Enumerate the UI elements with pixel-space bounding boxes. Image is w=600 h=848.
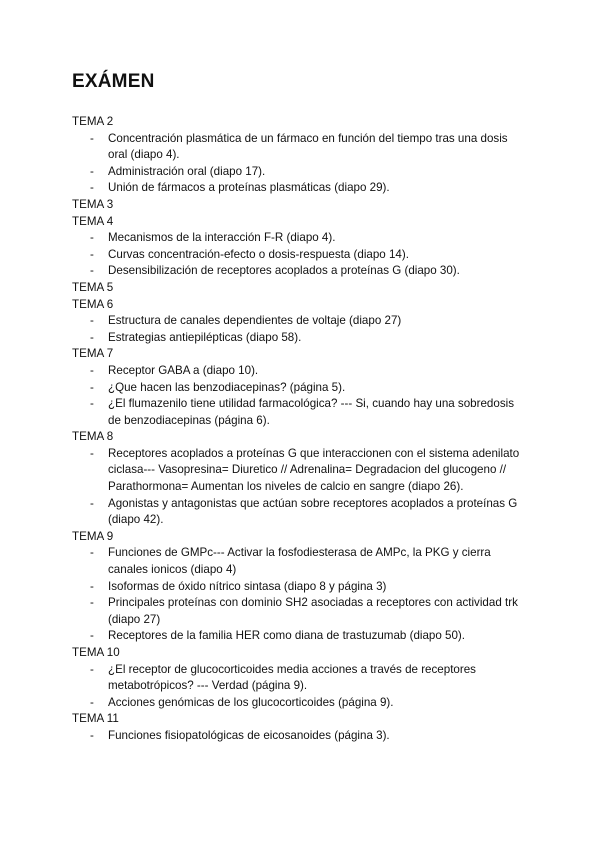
- list-item-text: ¿Que hacen las benzodiacepinas? (página 5).: [108, 380, 346, 394]
- dash-bullet: -: [90, 728, 94, 742]
- list-item: [72, 695, 530, 712]
- section-heading: TEMA 6: [72, 297, 114, 311]
- dash-bullet: -: [90, 662, 94, 676]
- list-item: [72, 313, 530, 330]
- item-list: [72, 131, 530, 197]
- list-item: [72, 396, 530, 429]
- list-item: [72, 180, 530, 197]
- list-item-text: Acciones genómicas de los glucocorticoides (página 9).: [108, 695, 394, 709]
- list-item-text: Funciones de GMPc--- Activar la fosfodiesterasa de AMPc, la PKG y cierra canales ionicos (diapo 4): [108, 546, 491, 577]
- dash-bullet: -: [90, 330, 94, 344]
- section-heading: TEMA 9: [72, 529, 114, 543]
- dash-bullet: -: [90, 264, 94, 278]
- list-item: [72, 247, 530, 264]
- list-item: [72, 728, 530, 745]
- item-list: [72, 662, 530, 712]
- dash-bullet: -: [90, 380, 94, 394]
- section-tema: [72, 297, 530, 347]
- dash-bullet: -: [90, 247, 94, 261]
- section-heading: TEMA 7: [72, 347, 114, 361]
- dash-bullet: -: [90, 446, 94, 460]
- section-tema: [72, 346, 530, 429]
- dash-bullet: -: [90, 629, 94, 643]
- section-heading: TEMA 4: [72, 214, 114, 228]
- list-item: [72, 230, 530, 247]
- list-item: [72, 446, 530, 496]
- list-item-text: Mecanismos de la interacción F-R (diapo 4).: [108, 231, 336, 245]
- item-list: [72, 230, 530, 280]
- section-heading: TEMA 2: [72, 115, 114, 128]
- section-heading: TEMA 10: [72, 646, 120, 659]
- list-item-text: Desensibilización de receptores acoplados a proteínas G (diapo 30).: [108, 264, 460, 278]
- section-heading: TEMA 11: [72, 712, 119, 726]
- list-item-text: Unión de fármacos a proteínas plasmáticas (diapo 29).: [108, 181, 390, 195]
- section-tema: [72, 214, 530, 280]
- list-item-text: ¿El flumazenilo tiene utilidad farmacológica? --- Si, cuando hay una sobredosis de benzodiacepinas (página 6).: [108, 397, 514, 427]
- section-tema: [72, 197, 530, 214]
- list-item: [72, 131, 530, 164]
- item-list: [72, 545, 530, 645]
- list-item: [72, 496, 530, 529]
- section-tema: [72, 711, 530, 744]
- list-item: [72, 363, 530, 380]
- dash-bullet: -: [90, 131, 94, 145]
- list-item: [72, 164, 530, 181]
- dash-bullet: -: [90, 314, 94, 328]
- item-list: [72, 446, 530, 529]
- dash-bullet: -: [90, 231, 94, 245]
- section-heading: TEMA 8: [72, 430, 114, 444]
- list-item: [72, 628, 530, 645]
- item-list: [72, 313, 530, 346]
- item-list: [72, 363, 530, 429]
- list-item-text: Funciones fisiopatológicas de eicosanoides (página 3).: [108, 728, 390, 742]
- dash-bullet: -: [90, 596, 94, 610]
- dash-bullet: -: [90, 546, 94, 560]
- section-tema: [72, 529, 530, 645]
- dash-bullet: -: [90, 164, 94, 178]
- list-item-text: Estructura de canales dependientes de voltaje (diapo 27): [108, 314, 402, 328]
- list-item: [72, 595, 530, 628]
- dash-bullet: -: [90, 181, 94, 195]
- item-list: [72, 728, 530, 745]
- document-title: EXÁMEN: [72, 71, 155, 92]
- list-item-text: Receptores acoplados a proteínas G que interaccionen con el sistema adenilato ciclasa--- Vasopresina= Diuretico // Adrenalina= Degradacion del glucogeno // Parathormona= Aumentan los niveles de calcio en sangre (diapo 26).: [108, 446, 520, 494]
- section-tema: [72, 429, 530, 529]
- list-item: [72, 579, 530, 596]
- section-tema: [72, 645, 530, 711]
- list-item: [72, 545, 530, 578]
- list-item: [72, 330, 530, 347]
- list-item: [72, 380, 530, 397]
- dash-bullet: -: [90, 496, 94, 510]
- dash-bullet: -: [90, 579, 94, 593]
- section-tema: [72, 114, 530, 197]
- list-item-text: ¿El receptor de glucocorticoides media acciones a través de receptores metabotrópicos? --- Verdad (página 9).: [108, 662, 476, 693]
- section-heading: TEMA 5: [72, 280, 114, 294]
- dash-bullet: -: [90, 695, 94, 709]
- dash-bullet: -: [90, 363, 94, 377]
- dash-bullet: -: [90, 397, 94, 411]
- section-heading: TEMA 3: [72, 197, 114, 211]
- document-body: [72, 114, 530, 745]
- list-item: [72, 263, 530, 280]
- list-item-text: Estrategias antiepilépticas (diapo 58).: [108, 330, 302, 344]
- list-item-text: Administración oral (diapo 17).: [108, 164, 266, 178]
- section-tema: [72, 280, 530, 297]
- list-item-text: Concentración plasmática de un fármaco en función del tiempo tras una dosis oral (diapo 4).: [108, 131, 508, 162]
- list-item-text: Curvas concentración-efecto o dosis-respuesta (diapo 14).: [108, 247, 409, 261]
- list-item-text: Receptores de la familia HER como diana de trastuzumab (diapo 50).: [108, 629, 466, 643]
- list-item-text: Agonistas y antagonistas que actúan sobre receptores acoplados a proteínas G (diapo 42).: [108, 496, 518, 527]
- list-item-text: Receptor GABA a (diapo 10).: [108, 363, 259, 377]
- list-item-text: Isoformas de óxido nítrico sintasa (diapo 8 y página 3): [108, 579, 387, 593]
- list-item-text: Principales proteínas con dominio SH2 asociadas a receptores con actividad trk (diapo 27): [108, 596, 518, 626]
- list-item: [72, 662, 530, 695]
